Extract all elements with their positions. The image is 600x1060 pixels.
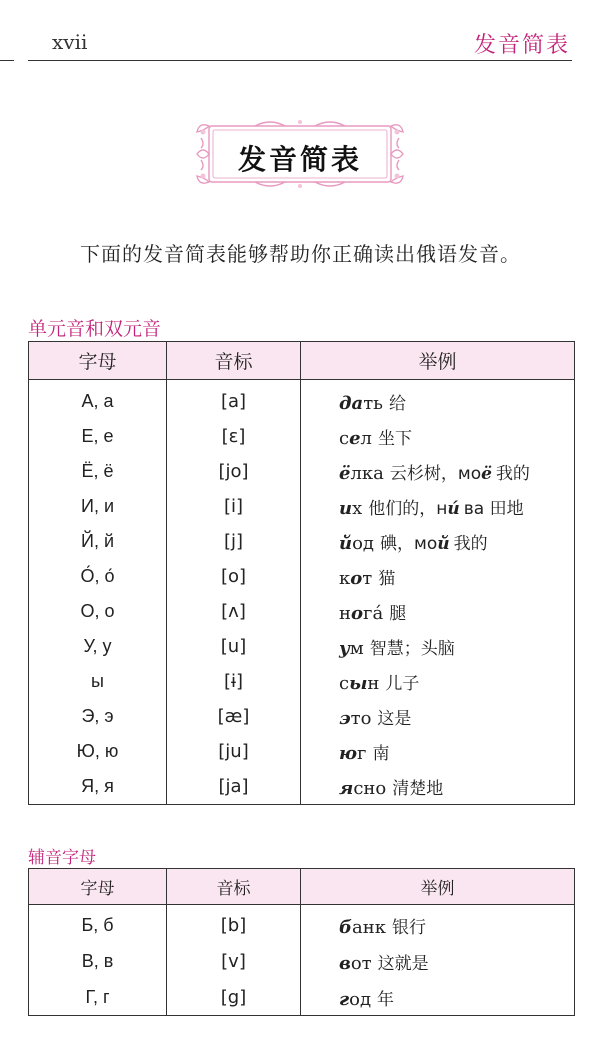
example-cell xyxy=(301,559,575,594)
example-gloss xyxy=(389,604,406,624)
gloss-tail: ва 田地 xyxy=(463,499,524,519)
example-stressed-part: ю xyxy=(339,743,358,764)
example-plain-part: анк xyxy=(352,916,386,938)
example-stressed-part: ё xyxy=(339,463,351,484)
example-stressed-part: й xyxy=(339,533,353,554)
example-word xyxy=(339,603,383,624)
example-plain-part: с xyxy=(339,673,350,694)
gloss-text: 云杉树，мо xyxy=(389,464,482,484)
table-row xyxy=(29,489,575,524)
ipa-cell: [ɛ] xyxy=(167,419,301,454)
example-cell xyxy=(301,524,575,559)
section-title-consonants: 辅音字母 xyxy=(28,848,96,868)
letter-cell: А, а xyxy=(29,380,167,420)
letter-cell: Е, е xyxy=(29,419,167,454)
column-header-ipa: 音标 xyxy=(167,869,301,905)
table-row xyxy=(29,734,575,769)
running-title: 发音简表 xyxy=(473,33,570,58)
ipa-cell: [b] xyxy=(167,905,301,944)
example-stressed-part: э xyxy=(339,708,351,729)
example-plain-part: ть xyxy=(363,393,383,414)
gloss-stressed-part: и́ xyxy=(447,499,460,519)
gloss-text: 腿 xyxy=(389,604,407,624)
example-word xyxy=(339,463,384,484)
column-header-example: 举例 xyxy=(301,869,575,905)
example-stressed-part: б xyxy=(339,916,352,938)
table-row xyxy=(29,905,575,944)
vowels-table xyxy=(28,341,575,805)
example-cell xyxy=(301,734,575,769)
example-word xyxy=(339,393,383,414)
example-word xyxy=(339,778,386,799)
table-row xyxy=(29,629,575,664)
gloss-text: 年 xyxy=(377,989,395,1010)
example-plain-part: н xyxy=(367,673,380,694)
ipa-cell: [ja] xyxy=(167,769,301,805)
gloss-text: 清楚地 xyxy=(392,779,444,799)
ipa-cell: [ʌ] xyxy=(167,594,301,629)
example-plain-part: од xyxy=(349,988,372,1010)
example-gloss xyxy=(390,464,530,484)
letter-cell: В, в xyxy=(29,943,167,979)
gloss-text: 碘，мо xyxy=(380,534,438,554)
letter-cell: Г, г xyxy=(29,979,167,1016)
consonants-table xyxy=(28,868,575,1016)
example-cell xyxy=(301,380,575,420)
gloss-text: 儿子 xyxy=(385,674,420,694)
table-row xyxy=(29,559,575,594)
gloss-text: 这就是 xyxy=(377,953,429,974)
gloss-text: 智慧；头脑 xyxy=(369,639,455,659)
example-word xyxy=(339,533,374,554)
example-stressed-part: о xyxy=(351,603,364,624)
page-number: xvii xyxy=(52,30,88,54)
example-cell xyxy=(301,943,575,979)
example-stressed-part: я xyxy=(339,778,354,799)
ipa-cell: [æ] xyxy=(167,699,301,734)
header-left-rule xyxy=(0,60,14,61)
gloss-stressed-part: й xyxy=(437,534,450,554)
example-gloss xyxy=(377,990,394,1010)
example-stressed-part: е xyxy=(349,428,361,449)
example-gloss xyxy=(370,639,455,659)
example-plain-part: л xyxy=(360,428,372,449)
example-plain-part: х xyxy=(352,498,363,519)
intro-text: 下面的发音简表能够帮助你正确读出俄语发音。 xyxy=(80,242,521,266)
table-row xyxy=(29,979,575,1016)
table-row xyxy=(29,769,575,805)
table-header-row xyxy=(29,342,575,380)
column-header-ipa: 音标 xyxy=(167,342,301,380)
example-gloss xyxy=(372,744,389,764)
example-cell xyxy=(301,769,575,805)
example-cell xyxy=(301,489,575,524)
example-gloss xyxy=(377,709,411,729)
ipa-cell: [v] xyxy=(167,943,301,979)
example-word xyxy=(339,708,371,729)
column-header-letter: 字母 xyxy=(29,342,167,380)
ipa-cell: [g] xyxy=(167,979,301,1016)
example-gloss xyxy=(368,499,523,519)
table-row xyxy=(29,594,575,629)
example-plain-part: г xyxy=(357,743,367,764)
gloss-text: 给 xyxy=(388,394,406,414)
example-word xyxy=(339,498,362,519)
example-cell xyxy=(301,664,575,699)
ipa-cell: [o] xyxy=(167,559,301,594)
example-word xyxy=(339,638,364,659)
example-gloss xyxy=(378,954,429,974)
example-cell xyxy=(301,594,575,629)
title-banner xyxy=(195,116,405,192)
example-word xyxy=(339,917,386,938)
ipa-cell: [jo] xyxy=(167,454,301,489)
letter-cell: И, и xyxy=(29,489,167,524)
example-stressed-part: в xyxy=(339,952,351,974)
page-title: 发音简表 xyxy=(237,143,362,176)
example-plain-part: то xyxy=(350,708,372,729)
gloss-text: 南 xyxy=(372,744,390,764)
letter-cell: О, о xyxy=(29,594,167,629)
ipa-cell: [u] xyxy=(167,629,301,664)
example-plain-part: с xyxy=(339,428,350,449)
example-cell xyxy=(301,454,575,489)
example-plain-part: лка xyxy=(350,463,384,484)
example-word xyxy=(339,428,372,449)
gloss-tail: 我的 xyxy=(495,464,530,484)
ipa-cell: [ju] xyxy=(167,734,301,769)
table-row xyxy=(29,699,575,734)
example-stressed-part: да xyxy=(339,393,364,414)
gloss-text: 银行 xyxy=(391,917,426,938)
example-gloss xyxy=(392,918,426,938)
example-stressed-part: и xyxy=(339,498,353,519)
example-gloss xyxy=(392,779,443,799)
example-cell xyxy=(301,419,575,454)
gloss-text: 这是 xyxy=(377,709,412,729)
example-gloss xyxy=(378,569,395,589)
table-header-row xyxy=(29,869,575,905)
example-plain-part: м xyxy=(349,638,364,659)
example-plain-part: н xyxy=(339,603,351,624)
ipa-cell: [ɨ] xyxy=(167,664,301,699)
gloss-tail: 我的 xyxy=(453,534,488,554)
example-stressed-part: г xyxy=(339,988,350,1010)
example-gloss xyxy=(389,394,406,414)
example-word xyxy=(339,568,372,589)
ipa-cell: [i] xyxy=(167,489,301,524)
example-word xyxy=(339,989,371,1010)
example-plain-part: гá xyxy=(363,603,384,624)
header-rule xyxy=(28,60,572,61)
table-row xyxy=(29,943,575,979)
example-word xyxy=(339,953,372,974)
column-header-example: 举例 xyxy=(301,342,575,380)
example-stressed-part: у xyxy=(339,638,350,659)
letter-cell: Ё, ё xyxy=(29,454,167,489)
example-stressed-part: ы xyxy=(349,673,368,694)
table-row xyxy=(29,664,575,699)
letter-cell: Б, б xyxy=(29,905,167,944)
letter-cell: ы xyxy=(29,664,167,699)
example-stressed-part: о xyxy=(350,568,363,589)
section-title-vowels: 单元音和双元音 xyxy=(28,318,162,340)
example-plain-part: к xyxy=(339,568,351,589)
table-row xyxy=(29,524,575,559)
example-gloss xyxy=(378,429,412,449)
example-cell xyxy=(301,905,575,944)
ipa-cell: [j] xyxy=(167,524,301,559)
gloss-text: 他们的，н xyxy=(368,499,448,519)
example-cell xyxy=(301,699,575,734)
letter-cell: Я, я xyxy=(29,769,167,805)
example-cell xyxy=(301,629,575,664)
gloss-text: 坐下 xyxy=(377,429,412,449)
letter-cell: О́, о́ xyxy=(29,559,167,594)
example-word xyxy=(339,673,379,694)
example-cell xyxy=(301,979,575,1016)
example-gloss xyxy=(385,674,419,694)
example-word xyxy=(339,743,366,764)
example-plain-part: од xyxy=(352,533,375,554)
column-header-letter: 字母 xyxy=(29,869,167,905)
example-plain-part: сно xyxy=(353,778,387,799)
table-row xyxy=(29,454,575,489)
letter-cell: Й, й xyxy=(29,524,167,559)
letter-cell: У, у xyxy=(29,629,167,664)
letter-cell: Э, э xyxy=(29,699,167,734)
example-plain-part: т xyxy=(362,568,373,589)
ipa-cell: [a] xyxy=(167,380,301,420)
table-row xyxy=(29,419,575,454)
example-plain-part: от xyxy=(350,952,372,974)
gloss-stressed-part: ё xyxy=(481,464,492,484)
gloss-text: 猫 xyxy=(378,569,396,589)
letter-cell: Ю, ю xyxy=(29,734,167,769)
table-row xyxy=(29,380,575,420)
example-gloss xyxy=(380,534,488,554)
